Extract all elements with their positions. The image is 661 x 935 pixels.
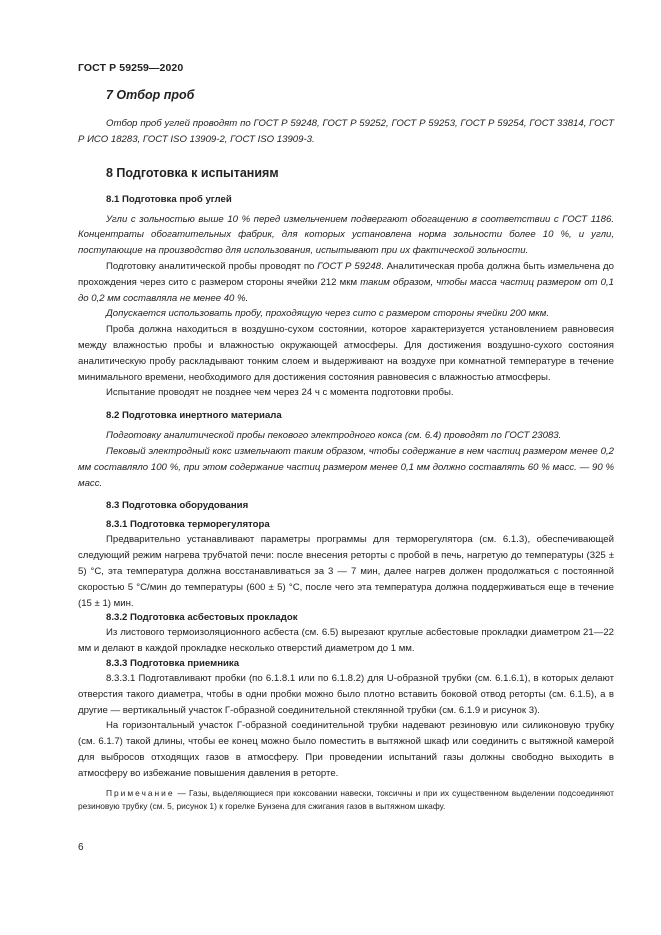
s81-paragraph-2: Подготовку аналитической пробы проводят по ГОСТ Р 59248. Аналитическая проба должна быть измельчена до прохождения через сито с размером стороны ячейки 212 мкм таким образом, чтобы масса частиц размером от 0,1 до 0,2 мм составляла не менее 40 %.: [78, 260, 614, 304]
s81-paragraph-1: Угли с зольностью выше 10 % перед измельчением подвергают обогащению в соответствии с ГОСТ 1186. Концентраты обогатительных фабрик, для которых установлена норма зольности более 10 %, и угли, поступающие на производство для использования, испытывают при их фактической зольности.: [78, 213, 614, 257]
section-8-3-title: 8.3 Подготовка оборудования: [106, 500, 249, 512]
section-7-text: Отбор проб углей проводят по ГОСТ Р 59248, ГОСТ Р 59252, ГОСТ Р 59253, ГОСТ Р 59254, ГОСТ 33814, ГОСТ Р ИСО 18283, ГОСТ ISO 13909-2, ГОСТ ISO 13909-3.: [78, 118, 614, 145]
s82-paragraph-2: Пековый электродный кокс измельчают таким образом, чтобы содержание в нем частиц размером менее 0,2 мм составляло 100 %, при этом содержание частиц размером менее 0,1 мм должно составлять 60 % масс. — 90 % масс.: [78, 445, 614, 489]
section-8-2-title: 8.2 Подготовка инертного материала: [106, 410, 282, 422]
section-8-3-2-title: 8.3.2 Подготовка асбестовых прокладок: [106, 612, 298, 624]
s833-paragraph-1: 8.3.3.1 Подготавливают пробки (по 6.1.8.1 или по 6.1.8.2) для U-образной трубки (см. 6.1.6.1), в которых делают отверстия такого диаметра, чтобы в одни пробки можно было плотно вставить боковой отвод реторты (см. 6.1.5), а в другие — вертикальный участок Г-образной соединительной стеклянной трубки (см. 6.1.9 и рисунок 3).: [78, 672, 614, 716]
s81-paragraph-4: Проба должна находиться в воздушно-сухом состоянии, которое характеризуется установлением равновесия между влажностью пробы и влажностью окружающей атмосферы. Для достижения воздушно-сухого состояния аналитическую пробу раскладывают тонким слоем и выдерживают на воздухе при комнатной температуре в течение минимального времени, необходимого для достижения состояния равновесия с влажностью атмосферы.: [78, 324, 614, 383]
section-8-3-1-title: 8.3.1 Подготовка терморегулятора: [106, 519, 270, 531]
standard-code: ГОСТ Р 59259—2020: [78, 62, 184, 74]
note-label: Примечание: [106, 787, 175, 798]
section-8-1-title: 8.1 Подготовка проб углей: [106, 193, 232, 205]
note-text: — Газы, выделяющиеся при коксовании навески, токсичны и при их существенном выделении подсоединяют резиновую трубку (см. 5, рисунок 1) к горелке Бунзена для сжигания газов в вытяжном шкафу.: [78, 787, 614, 811]
s832-paragraph: Из листового термоизоляционного асбеста (см. 6.5) вырезают круглые асбестовые прокладки диаметром 21—22 мм и делают в каждой прокладке несколько отверстий диаметром до 1 мм.: [78, 627, 614, 655]
content: [78, 88, 614, 813]
s81-paragraph-3: Допускается использовать пробу, проходящую через сито с размером стороны ячейки 200 мкм.: [106, 308, 550, 320]
s833-paragraph-2: На горизонтальный участок Г-образной соединительной трубки надевают резиновую или силиконовую трубку (см. 6.1.7) такой длины, чтобы ее конец можно было поместить в вытяжной шкаф или соединить с вытяжной камерой для выбросов отходящих газов в атмосферу. При проведении испытаний газы должны свободно выходить в атмосферу во избежание повышения давления в реторте.: [78, 720, 614, 779]
section-8-title: 8 Подготовка к испытаниям: [106, 165, 279, 180]
section-7-title: 7 Отбор проб: [106, 88, 195, 102]
section-8-3-3-title: 8.3.3 Подготовка приемника: [106, 657, 240, 669]
page-number: 6: [78, 842, 84, 853]
s82-paragraph-1: Подготовку аналитической пробы пекового электродного кокса (см. 6.4) проводят по ГОСТ 23083.: [106, 430, 562, 442]
s81-paragraph-5: Испытание проводят не позднее чем через 24 ч с момента подготовки пробы.: [106, 387, 454, 399]
note: [78, 787, 614, 814]
s831-paragraph: Предварительно устанавливают параметры программы для терморегулятора (см. 6.1.3), обеспечивающей следующий режим нагрева трубчатой печи: после внесения реторты с пробой в печь, нагретую до температуры (325 ± 5) °С, эта температура должна восстанавливаться за 3 — 7 мин, далее нагрев должен продолжаться с постоянной скоростью 5 °С/мин до температуры (600 ± 5) °С, после чего эта температура должна поддерживаться еще в течение (15 ± 1) мин.: [78, 534, 614, 609]
